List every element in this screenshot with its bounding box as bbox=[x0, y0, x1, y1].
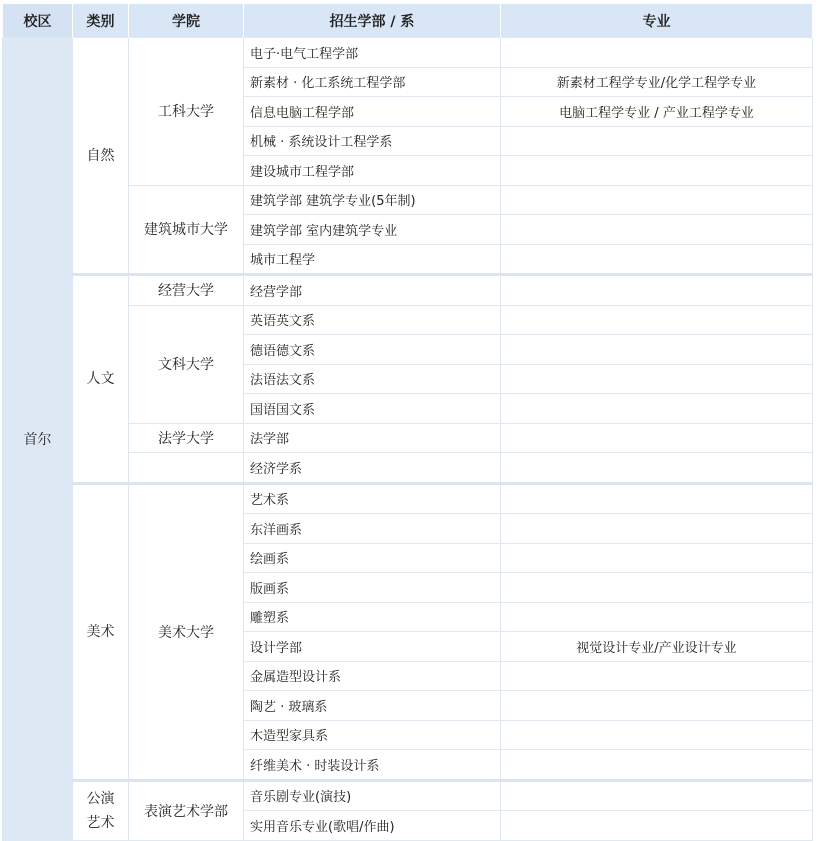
college-architecture: 建筑城市大学 bbox=[129, 185, 244, 275]
major-cell bbox=[501, 423, 813, 453]
department-cell: 建筑学部 室内建筑学专业 bbox=[244, 215, 501, 245]
header-row bbox=[3, 4, 813, 38]
header-campus: 校区 bbox=[3, 4, 73, 38]
header-category: 类别 bbox=[73, 4, 129, 38]
admissions-table bbox=[2, 4, 813, 841]
category-performing-line-2: 艺术 bbox=[86, 814, 115, 831]
major-cell bbox=[501, 750, 813, 781]
department-cell: 城市工程学 bbox=[244, 244, 501, 275]
campus-cell: 首尔 bbox=[3, 38, 73, 841]
department-cell: 版画系 bbox=[244, 573, 501, 603]
department-cell: 纤维美术 · 时装设计系 bbox=[244, 750, 501, 781]
department-cell: 法语法文系 bbox=[244, 364, 501, 394]
table-row bbox=[3, 780, 813, 811]
major-cell bbox=[501, 364, 813, 394]
department-cell: 新素材 · 化工系统工程学部 bbox=[244, 67, 501, 97]
major-cell bbox=[501, 602, 813, 632]
department-cell: 建筑学部 建筑学专业(5年制) bbox=[244, 185, 501, 215]
college-fine-arts: 美术大学 bbox=[129, 483, 244, 780]
major-cell bbox=[501, 244, 813, 275]
department-cell: 艺术系 bbox=[244, 483, 501, 514]
college-engineering: 工科大学 bbox=[129, 38, 244, 186]
department-cell: 英语英文系 bbox=[244, 305, 501, 335]
header-major: 专业 bbox=[501, 4, 813, 38]
major-cell bbox=[501, 126, 813, 156]
major-cell bbox=[501, 394, 813, 424]
category-humanities: 人文 bbox=[73, 275, 129, 484]
major-cell bbox=[501, 483, 813, 514]
department-cell: 绘画系 bbox=[244, 543, 501, 573]
department-cell: 建设城市工程学部 bbox=[244, 156, 501, 186]
major-cell bbox=[501, 38, 813, 68]
major-cell: 电脑工程学专业 / 产业工程学专业 bbox=[501, 97, 813, 127]
department-cell: 电子·电气工程学部 bbox=[244, 38, 501, 68]
table-row bbox=[3, 275, 813, 306]
department-cell: 法学部 bbox=[244, 423, 501, 453]
major-cell bbox=[501, 275, 813, 306]
department-cell: 机械 · 系统设计工程学系 bbox=[244, 126, 501, 156]
college-performing: 表演艺术学部 bbox=[129, 780, 244, 840]
department-cell: 东洋画系 bbox=[244, 514, 501, 544]
major-cell bbox=[501, 780, 813, 811]
major-cell bbox=[501, 215, 813, 245]
major-cell bbox=[501, 453, 813, 484]
major-cell bbox=[501, 305, 813, 335]
major-cell bbox=[501, 156, 813, 186]
major-cell bbox=[501, 543, 813, 573]
major-cell bbox=[501, 185, 813, 215]
major-cell bbox=[501, 720, 813, 750]
major-cell bbox=[501, 573, 813, 603]
department-cell: 德语德文系 bbox=[244, 335, 501, 365]
header-department: 招生学部 / 系 bbox=[244, 4, 501, 38]
college-empty bbox=[129, 453, 244, 484]
department-cell: 经济学系 bbox=[244, 453, 501, 484]
category-natural: 自然 bbox=[73, 38, 129, 275]
table-row bbox=[3, 38, 813, 68]
major-cell bbox=[501, 514, 813, 544]
department-cell: 信息电脑工程学部 bbox=[244, 97, 501, 127]
header-college: 学院 bbox=[129, 4, 244, 38]
category-performing-arts bbox=[73, 780, 129, 840]
department-cell: 设计学部 bbox=[244, 632, 501, 662]
major-cell bbox=[501, 691, 813, 721]
department-cell: 陶艺 · 玻璃系 bbox=[244, 691, 501, 721]
department-cell: 实用音乐专业(歌唱/作曲) bbox=[244, 811, 501, 841]
major-cell: 视觉设计专业/产业设计专业 bbox=[501, 632, 813, 662]
major-cell bbox=[501, 335, 813, 365]
department-cell: 木造型家具系 bbox=[244, 720, 501, 750]
college-business: 经营大学 bbox=[129, 275, 244, 306]
department-cell: 经营学部 bbox=[244, 275, 501, 306]
department-cell: 金属造型设计系 bbox=[244, 661, 501, 691]
major-cell: 新素材工程学专业/化学工程学专业 bbox=[501, 67, 813, 97]
department-cell: 国语国文系 bbox=[244, 394, 501, 424]
major-cell bbox=[501, 661, 813, 691]
college-law: 法学大学 bbox=[129, 423, 244, 453]
department-cell: 音乐剧专业(演技) bbox=[244, 780, 501, 811]
table-row bbox=[3, 483, 813, 514]
college-liberal-arts: 文科大学 bbox=[129, 305, 244, 423]
category-arts: 美术 bbox=[73, 483, 129, 780]
category-performing-line-1: 公演 bbox=[86, 790, 115, 807]
department-cell: 雕塑系 bbox=[244, 602, 501, 632]
